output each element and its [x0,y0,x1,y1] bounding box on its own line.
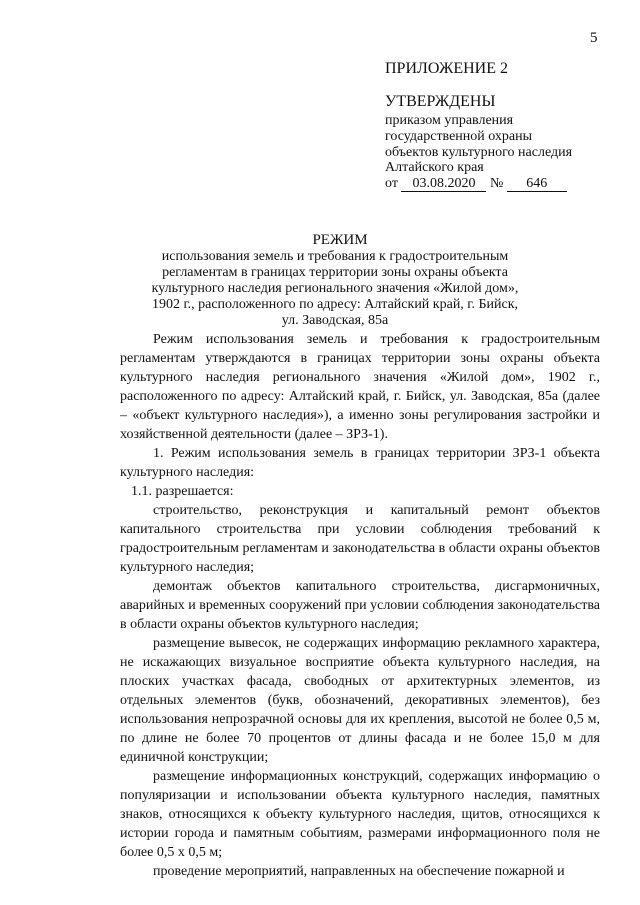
number-sign: № [489,176,504,191]
decree-line: приказом управления [385,113,514,128]
intro-paragraph: Режим использования земель и требования к градостроительным регламентам утверждаются в границах территории зоны охраны объекта культурного наследия регионального значения «Жилой дом», 1902 г., расположенного по адресу: Алтайский край, г. Бийск, ул. Заводская, 85а (далее – «объект культурного наследия»), а именно зоны регулирования застройки и хозяйственной деятельности (далее – ЗРЗ-1). [120,332,600,442]
page-number: 5 [590,30,598,46]
document-subtitle [110,249,560,329]
paragraph: демонтаж объектов капитального строительства, дисгармоничных, аварийных и временных сооружений при условии соблюдения законодательства в области охраны объектов культурного наследия; [120,579,600,632]
decree-block [385,113,572,192]
paragraph: размещение вывесок, не содержащих информацию рекламного характера, не искажающих визуальное восприятие объекта культурного наследия, на плоских участках фасада, свободных от архитектурных элементов, из отдельных элементов (букв, обозначений, декоративных элементов), без использования непрозрачной основы для их крепления, высотой не более 0,5 м, по длине не более 70 процентов от длины фасада и не более 15,0 м для единичной конструкции; [120,636,600,765]
appendix-label: ПРИЛОЖЕНИЕ 2 [385,60,509,77]
section-heading: 1. Режим использования земель в границах территории ЗРЗ-1 объекта культурного наследия: [120,446,600,480]
paragraph: размещение информационных конструкций, содержащих информацию о популяризации и использовании объекта культурного наследия, памятных знаков, относящихся к объекту культурного наследия, щитов, относящихся к истории города и памятным событиям, размерами информационного поля не более 0,5 х 0,5 м; [120,769,600,860]
decree-line: государственной охраны [385,129,533,144]
approved-label: УТВЕРЖДЕНЫ [385,93,496,110]
decree-number: 646 [507,177,567,192]
date-prefix: от [385,176,398,191]
decree-date-line [385,176,572,192]
paragraph: проведение мероприятий, направленных на обеспечение пожарной и [153,864,565,879]
subtitle-line: 1902 г., расположенного по адресу: Алтайский край, г. Бийск, [151,297,519,312]
paragraph: строительство, реконструкция и капитальный ремонт объектов капитального строительства при условии соблюдения требований к градостроительным регламентам и законодательства в области охраны объектов культурного наследия; [120,503,600,575]
subtitle-line: использования земель и требования к градостроительным [161,249,509,264]
decree-date: 03.08.2020 [401,177,486,192]
document-body [120,330,600,881]
subsection-heading: 1.1. разрешается: [131,484,234,499]
document-title: РЕЖИМ [312,232,368,248]
subtitle-line: ул. Заводская, 85а [281,313,389,328]
decree-line: Алтайского края [385,160,484,175]
subtitle-line: культурного наследия регионального значения «Жилой дом», [151,281,519,296]
subtitle-line: регламентам в границах территории зоны охраны объекта [162,265,508,280]
decree-line: объектов культурного наследия [385,145,573,160]
